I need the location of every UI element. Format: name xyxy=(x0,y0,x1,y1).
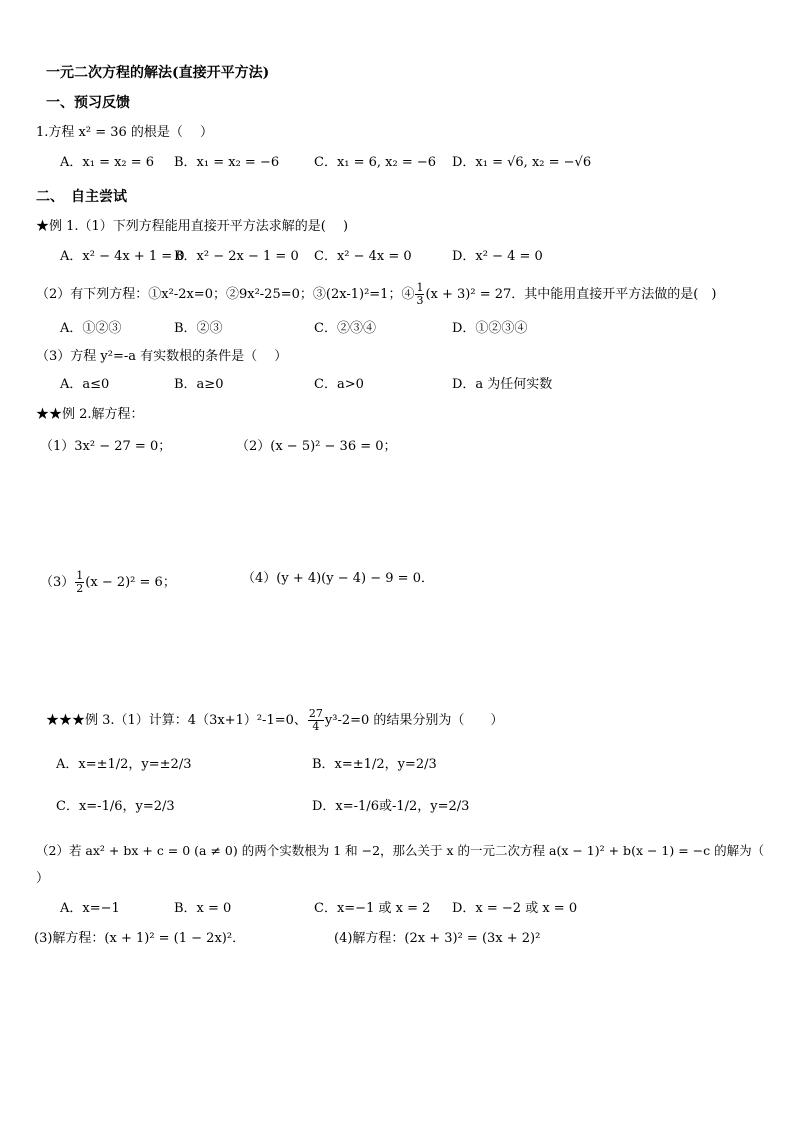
ex3-question-2-line-2: ） xyxy=(36,871,50,886)
ex1-q2-option-b: B．②③ xyxy=(174,321,223,336)
page-title: 一元二次方程的解法(直接开平方法) xyxy=(46,65,270,81)
ex3-q2-option-c: C．x=−1 或 x = 2 xyxy=(314,901,431,916)
ex1-q2-frac-den: 3 xyxy=(416,294,424,307)
ex3-option-a: A．x=±1/2，y=±2/3 xyxy=(56,757,192,772)
ex2-p3-suffix: (x − 2)² = 6； xyxy=(85,575,176,590)
ex3-question-2-line-1: （2）若 ax² + bx + c = 0 (a ≠ 0) 的两个实数根为 1 和 −2，那么关于 x 的一元二次方程 a(x − 1)² + b(x − 1) = −c 的解为（ xyxy=(36,843,765,858)
q1-option-d: D．x₁ = √6, x₂ = −√6 xyxy=(452,155,592,170)
ex2-problem-4: （4）(y + 4)(y − 4) − 9 = 0． xyxy=(242,571,434,586)
ex1-q2-frac-num: 1 xyxy=(416,281,424,294)
ex2-problem-1: （1）3x² − 27 = 0； xyxy=(40,439,172,454)
ex2-p3-fraction xyxy=(75,570,84,595)
q1-option-c: C．x₁ = 6, x₂ = −6 xyxy=(314,155,437,170)
ex1-question-3: （3）方程 y²=-a 有实数根的条件是（ ） xyxy=(36,349,288,364)
ex2-p3-prefix: （3） xyxy=(40,575,75,590)
ex2-p3-frac-den: 2 xyxy=(76,582,84,595)
ex3-stem-prefix: ★★★例 3.（1）计算：4（3x+1）²-1=0、 xyxy=(46,713,307,728)
ex1-question-2 xyxy=(36,282,716,307)
ex3-stem-fraction xyxy=(308,708,324,733)
ex3-q2-option-a: A．x=−1 xyxy=(60,901,120,916)
ex1-q2-option-c: C．②③④ xyxy=(314,321,376,336)
ex3-q2-option-b: B．x = 0 xyxy=(174,901,232,916)
q1-option-b: B．x₁ = x₂ = −6 xyxy=(174,155,280,170)
ex1-q3-option-b: B．a≥0 xyxy=(174,377,224,392)
question-1-stem: 1.方程 x² = 36 的根是（ ） xyxy=(36,125,214,140)
ex3-stem-frac-den: 4 xyxy=(312,720,320,733)
example-1-stem: ★例 1.（1）下列方程能用直接开平方法求解的是( ) xyxy=(36,219,349,234)
ex3-stem-suffix: y³-2=0 的结果分别为（ ） xyxy=(324,713,504,728)
example-2-stem: ★★例 2.解方程： xyxy=(36,407,144,422)
ex3-question-3: (3)解方程：(x + 1)² = (1 − 2x)²． xyxy=(34,931,246,946)
ex1-q2-option-d: D．①②③④ xyxy=(452,321,528,336)
ex1-q2-suffix: (x + 3)² = 27．其中能用直接开平方法做的是( ) xyxy=(425,287,717,302)
ex3-stem-frac-num: 27 xyxy=(308,707,323,720)
ex1-q2-fraction xyxy=(415,282,424,307)
ex3-question-4: (4)解方程：(2x + 3)² = (3x + 2)² xyxy=(334,931,541,946)
ex2-problem-3 xyxy=(40,570,176,595)
ex1-option-b: B．x² − 2x − 1 = 0 xyxy=(174,249,299,264)
ex1-q3-option-c: C．a>0 xyxy=(314,377,364,392)
ex1-q3-option-d: D．a 为任何实数 xyxy=(452,377,553,392)
ex1-option-a: A．x² − 4x + 1 = 0 xyxy=(60,249,185,264)
ex1-option-c: C．x² − 4x = 0 xyxy=(314,249,412,264)
ex1-q2-option-a: A．①②③ xyxy=(60,321,122,336)
ex3-q2-option-d: D．x = −2 或 x = 0 xyxy=(452,901,578,916)
ex3-option-d: D．x=-1/6或-1/2，y=2/3 xyxy=(312,799,470,814)
ex1-option-d: D．x² − 4 = 0 xyxy=(452,249,543,264)
ex1-q2-prefix: （2）有下列方程：①x²-2x=0；②9x²-25=0；③(2x-1)²=1；④ xyxy=(36,287,415,302)
q1-option-a: A．x₁ = x₂ = 6 xyxy=(60,155,155,170)
ex1-q3-option-a: A．a≤0 xyxy=(60,377,110,392)
section-heading-1: 一、预习反馈 xyxy=(46,95,130,111)
example-3-stem xyxy=(46,708,503,733)
ex2-problem-2: （2）(x − 5)² − 36 = 0； xyxy=(236,439,397,454)
ex2-p3-frac-num: 1 xyxy=(76,569,84,582)
ex3-option-c: C．x=-1/6，y=2/3 xyxy=(56,799,175,814)
section-heading-2: 二、 自主尝试 xyxy=(36,189,127,205)
ex3-option-b: B．x=±1/2，y=2/3 xyxy=(312,757,437,772)
